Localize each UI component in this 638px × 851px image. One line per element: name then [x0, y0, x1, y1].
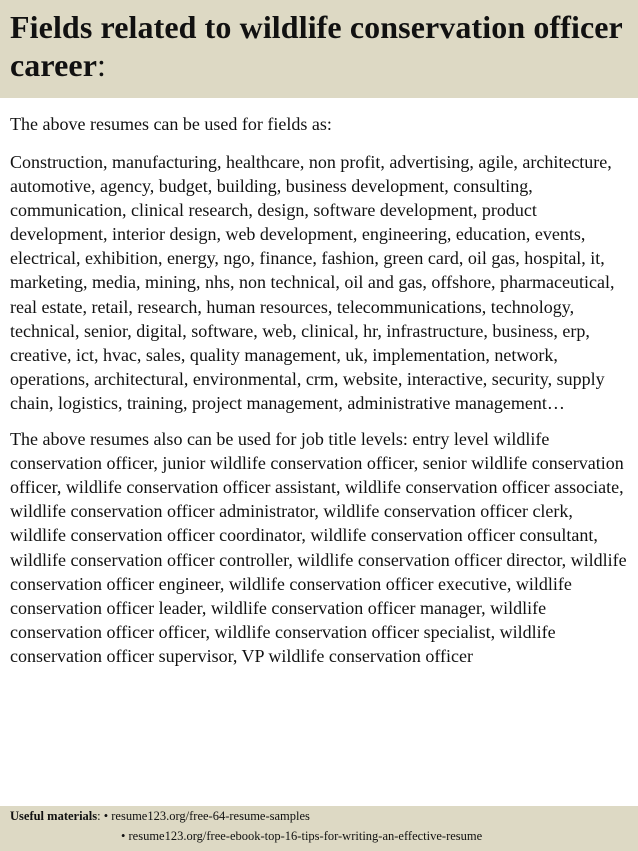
- job-levels-paragraph: The above resumes also can be used for job title levels: entry level wildlife conservation officer, junior wildlife conservation officer, senior wildlife conservation officer, wildlife conservation officer assistant, wildlife conservation officer associate, wildlife conservation officer administrator, wildlife conservation officer clerk, wildlife conservation officer coordinator, wildlife conservation officer consultant, wildlife conservation officer controller, wildlife conservation officer director, wildlife conservation officer engineer, wildlife conservation officer executive, wildlife conservation officer leader, wildlife conservation officer manager, wildlife conservation officer officer, wildlife conservation officer specialist, wildlife conservation officer supervisor, VP wildlife conservation officer: [10, 429, 627, 666]
- intro-text: The above resumes can be used for fields as:: [10, 114, 332, 134]
- ebook-tips-link[interactable]: • resume123.org/free-ebook-top-16-tips-for-writing-an-effective-resume: [121, 829, 483, 843]
- useful-materials-footer: [0, 806, 638, 851]
- page-title-colon: :: [97, 47, 107, 83]
- main-content: [10, 112, 632, 806]
- footer-row-1: [10, 806, 628, 826]
- title-banner: [0, 0, 638, 98]
- useful-materials-label: Useful materials: [10, 809, 98, 823]
- useful-materials-colon: :: [97, 809, 104, 823]
- page-title-text: Fields related to wildlife conservation officer career: [10, 9, 623, 83]
- fields-paragraph: Construction, manufacturing, healthcare, non profit, advertising, agile, architecture, automotive, agency, budget, building, business development, consulting, communication, clinical research, design, software development, product development, interior design, web development, engineering, education, events, electrical, exhibition, energy, ngo, finance, fashion, green card, oil gas, hospital, it, marketing, media, mining, nhs, non technical, oil and gas, offshore, pharmaceutical, real estate, retail, research, human resources, telecommunications, technology, technical, senior, digital, software, web, clinical, hr, infrastructure, business, erp, creative, ict, hvac, sales, quality management, uk, implementation, network, operations, architectural, environmental, crm, website, interactive, security, supply chain, logistics, training, project management, administrative management…: [10, 152, 615, 413]
- resume-samples-link[interactable]: • resume123.org/free-64-resume-samples: [103, 809, 310, 823]
- page-title: [10, 8, 628, 84]
- footer-row-2: [10, 826, 628, 846]
